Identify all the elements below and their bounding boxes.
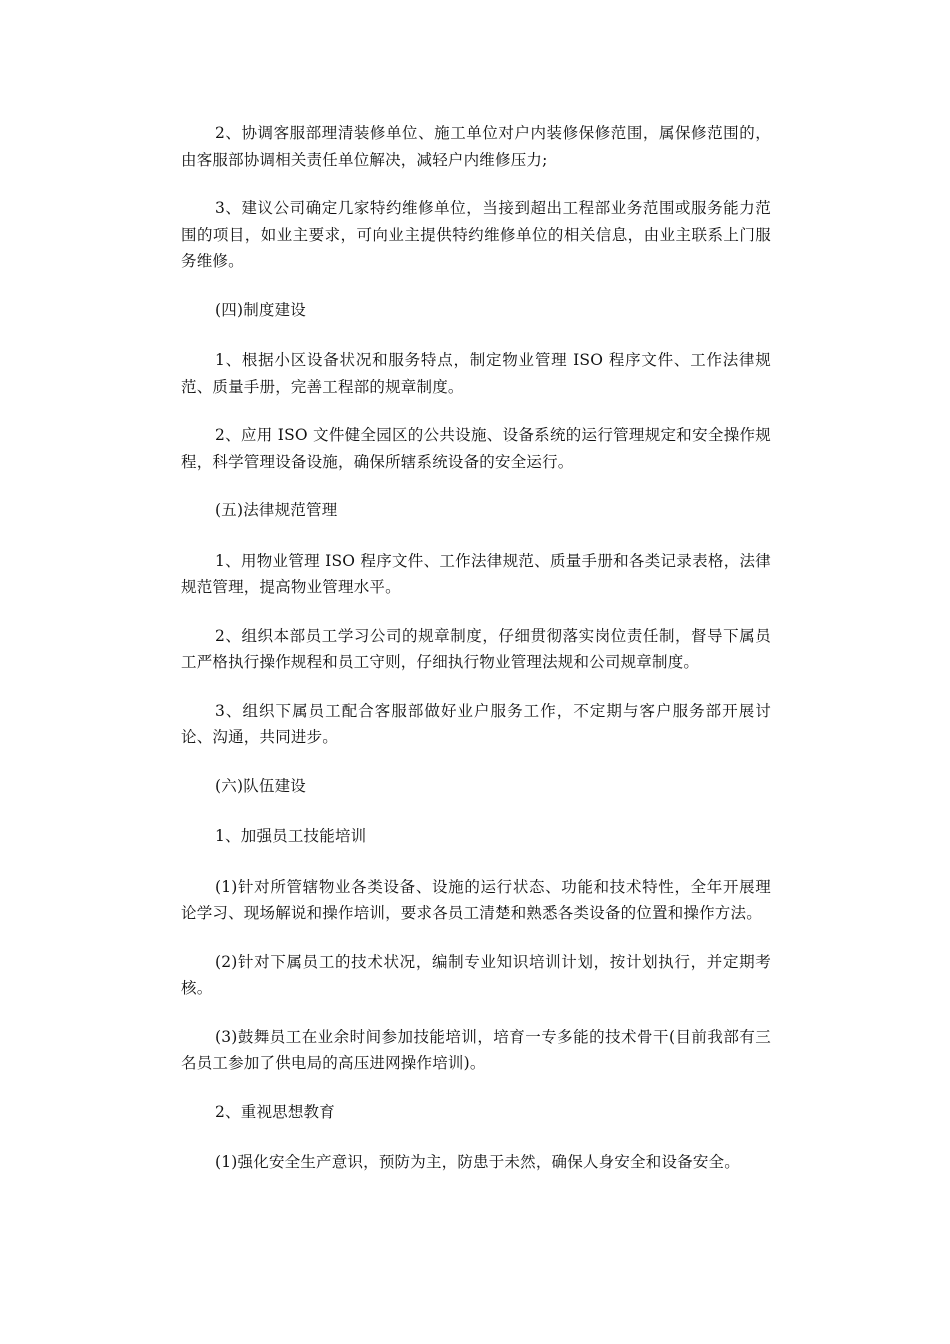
subheading-skill-training: 1、加强员工技能培训	[215, 827, 367, 845]
section-heading-team-building: (六)队伍建设	[215, 776, 306, 795]
paragraph-sub-3-spare-time-training: (3)鼓舞员工在业余时间参加技能培训，培育一专多能的技术骨干(目前我部有三名员工参加了供电局的高压进网操作培训)。	[181, 1027, 771, 1072]
paragraph-item-2-iso-facilities: 2、应用 ISO 文件健全园区的公共设施、设备系统的运行管理规定和安全操作规程，科学管理设备设施，确保所辖系统设备的安全运行。	[181, 426, 771, 471]
paragraph-item-2-repair-scope: 2、协调客服部理清装修单位、施工单位对户内装修保修范围，属保修范围的，由客服部协调相关责任单位解决，减轻户内维修压力;	[181, 124, 771, 169]
paragraph-sub-2-training-plan: (2)针对下属员工的技术状况，编制专业知识培训计划，按计划执行，并定期考核。	[181, 952, 771, 997]
document-body	[181, 120, 771, 1198]
paragraph-sub-1-safety-awareness: (1)强化安全生产意识，预防为主，防患于未然，确保人身安全和设备安全。	[215, 1153, 740, 1171]
paragraph-item-1-legal-norms: 1、用物业管理 ISO 程序文件、工作法律规范、质量手册和各类记录表格，法律规范管理，提高物业管理水平。	[181, 551, 771, 596]
paragraph-item-3-special-repair-units: 3、建议公司确定几家特约维修单位，当接到超出工程部业务范围或服务能力范围的项目，如业主要求，可向业主提供特约维修单位的相关信息，由业主联系上门服务维修。	[181, 199, 771, 270]
subheading-ideological-education: 2、重视思想教育	[215, 1102, 335, 1121]
paragraph-item-1-iso-documents: 1、根据小区设备状况和服务特点，制定物业管理 ISO 程序文件、工作法律规范、质量手册，完善工程部的规章制度。	[181, 351, 771, 396]
paragraph-item-3-customer-service: 3、组织下属员工配合客服部做好业户服务工作，不定期与客户服务部开展讨论、沟通，共同进步。	[181, 701, 771, 746]
section-heading-legal-management: (五)法律规范管理	[215, 501, 338, 519]
paragraph-item-2-staff-rules: 2、组织本部员工学习公司的规章制度，仔细贯彻落实岗位责任制，督导下属员工严格执行操作规程和员工守则，仔细执行物业管理法规和公司规章制度。	[181, 626, 771, 671]
section-heading-system-building: (四)制度建设	[215, 300, 306, 319]
paragraph-sub-1-equipment-training: (1)针对所管辖物业各类设备、设施的运行状态、功能和技术特性，全年开展理论学习、现场解说和操作培训，要求各员工清楚和熟悉各类设备的位置和操作方法。	[181, 877, 771, 922]
